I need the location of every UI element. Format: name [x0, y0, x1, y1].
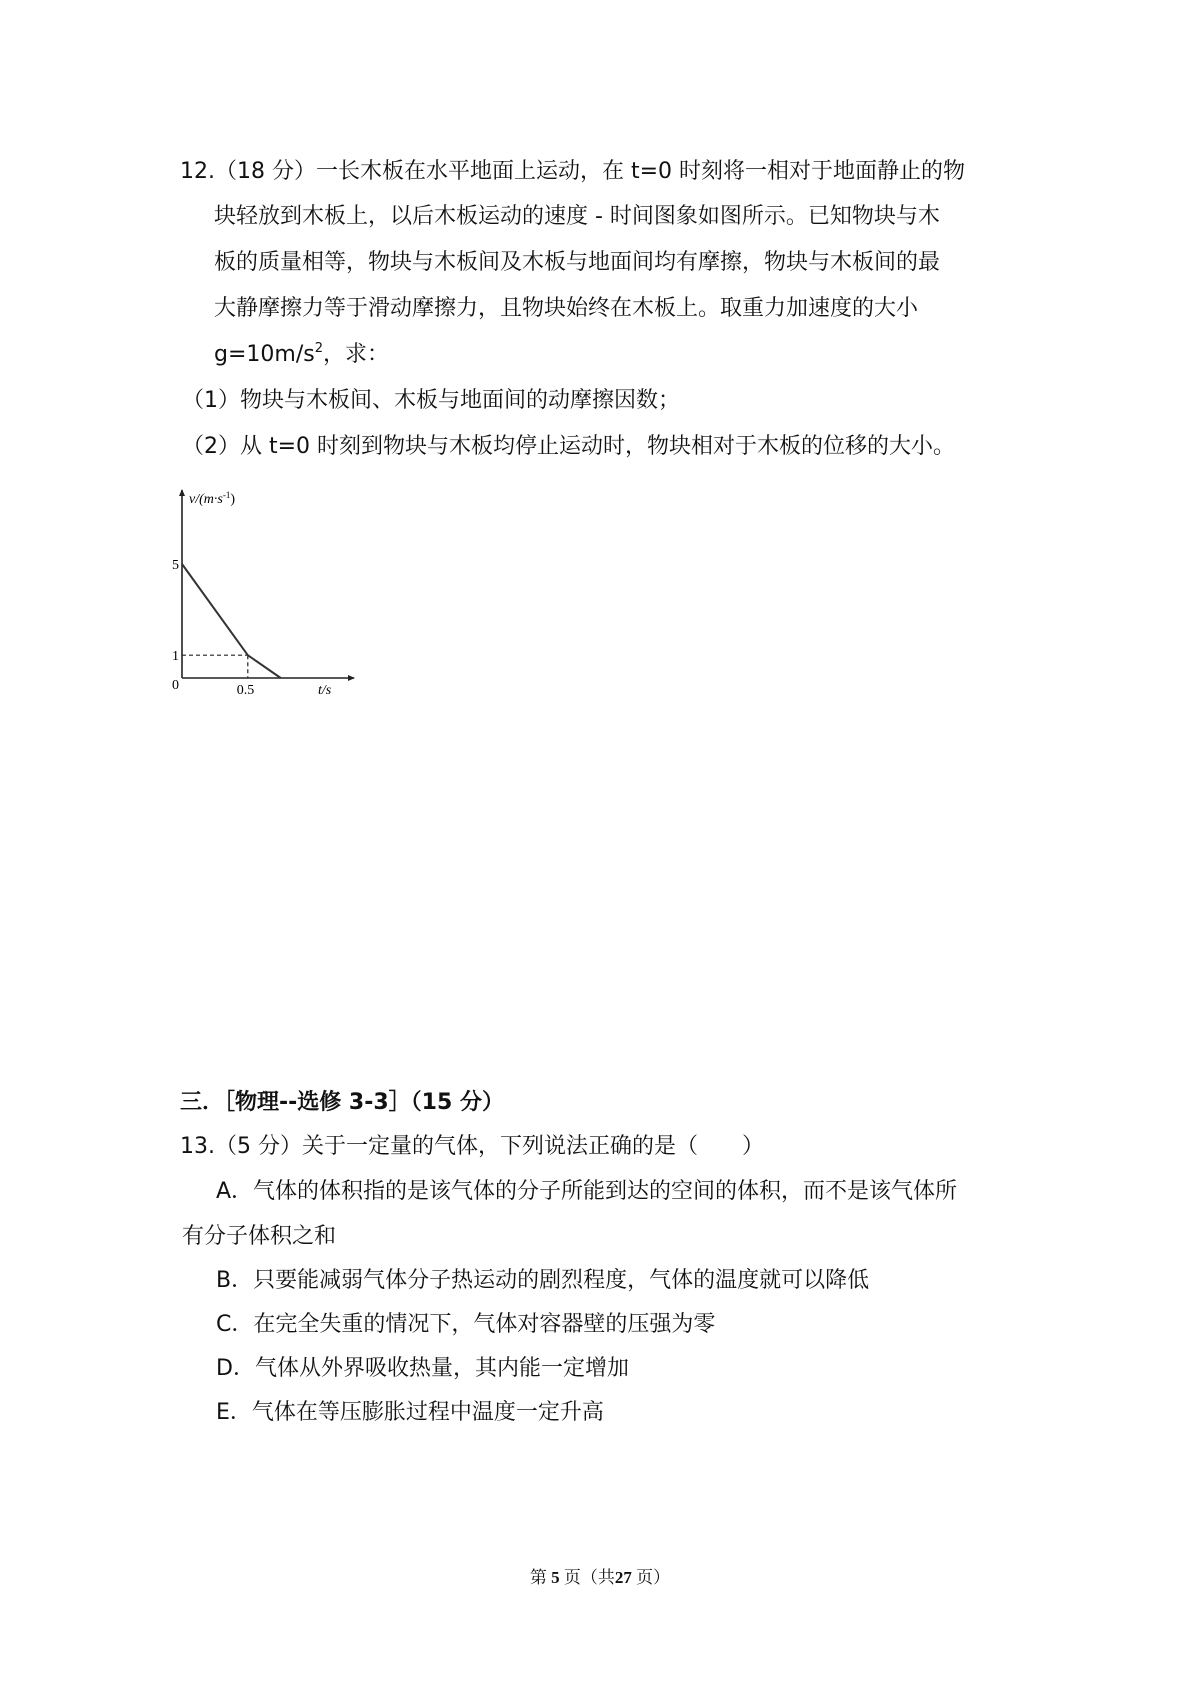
- footer-page-number: 5: [551, 1568, 560, 1587]
- section-3-title: 三．［物理--选修 3-3］（15 分）: [180, 1090, 504, 1115]
- y-tick-label-5: 5: [172, 558, 179, 573]
- q13-stem: 13.（5 分）关于一定量的气体，下列说法正确的是（ ）: [180, 1134, 764, 1159]
- y-tick-label-1: 1: [172, 649, 179, 665]
- q13-option-a-line-1: A．气体的体积指的是该气体的分子所能到达的空间的体积，而不是该气体所: [216, 1179, 958, 1204]
- footer-suffix: 页）: [636, 1568, 671, 1587]
- q12-gravity-text: g=10m/s: [214, 342, 315, 367]
- footer-prefix: 第: [529, 1568, 547, 1587]
- q12-line-4: 大静摩擦力等于滑动摩擦力，且物块始终在木板上。取重力加速度的大小: [214, 296, 919, 321]
- q13-option-a-line-2: 有分子体积之和: [182, 1224, 337, 1249]
- q13-option-d: D．气体从外界吸收热量，其内能一定增加: [216, 1356, 629, 1381]
- y-axis-label: $v/(m\cdot s^{-1})$: [189, 490, 235, 507]
- q13-option-c: C．在完全失重的情况下，气体对容器壁的压强为零: [216, 1312, 716, 1337]
- x-axis-label: t/s: [318, 683, 332, 698]
- x-tick-label-0.5: 0.5: [236, 683, 255, 698]
- q13-option-e: E．气体在等压膨胀过程中温度一定升高: [216, 1400, 604, 1425]
- q12-line-1: 12.（18 分）一长木板在水平地面上运动，在 t=0 时刻将一相对于地面静止的物: [180, 159, 966, 184]
- page-footer: [0, 1563, 1200, 1588]
- velocity-time-chart: [172, 485, 358, 700]
- footer-total-pages: 27: [614, 1568, 632, 1587]
- q13-option-b: B．只要能减弱气体分子热运动的剧烈程度，气体的温度就可以降低: [216, 1268, 870, 1293]
- q12-gravity-exponent: 2: [314, 341, 323, 356]
- q12-line-2: 块轻放到木板上，以后木板运动的速度 - 时间图象如图所示。已知物块与木: [214, 204, 940, 229]
- q12-line-5: [214, 340, 389, 370]
- q12-subquestion-1: （1）物块与木板间、木板与地面间的动摩擦因数；: [182, 388, 680, 413]
- q12-subquestion-2: （2）从 t=0 时刻到物块与木板均停止运动时，物块相对于木板的位移的大小。: [182, 434, 956, 459]
- footer-middle: 页（共: [563, 1568, 615, 1587]
- velocity-line: [182, 564, 281, 678]
- q12-request-text: ，求：: [322, 342, 389, 367]
- q12-line-3: 板的质量相等，物块与木板间及木板与地面间均有摩擦，物块与木板间的最: [214, 250, 941, 275]
- origin-label: 0: [172, 678, 179, 693]
